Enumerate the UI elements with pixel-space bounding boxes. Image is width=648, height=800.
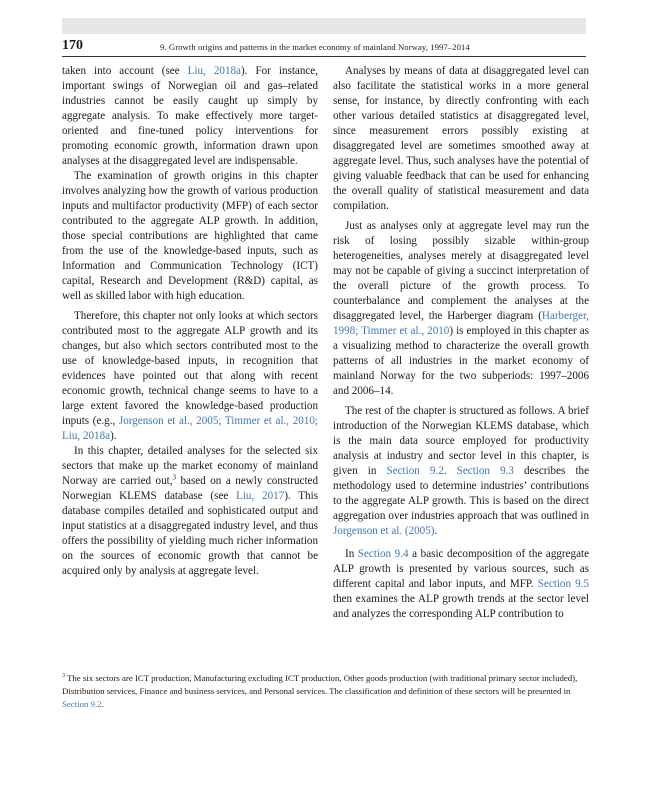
- paragraph: The examination of growth origins in this chapter involves analyzing how the growth of various production inputs and multifactor productivity (MFP) of each sector contributed to the aggregate ALP growth. In addition, those special contributions are highlighted that came from the use of the knowledge-based inputs, such as Information and Communication Technology (ICT) capital, Research and Development (R&D) capital, as well as skilled labor with high education.: [62, 170, 318, 302]
- running-title: 9. Growth origins and patterns in the market economy of mainland Norway, 1997–2014: [160, 42, 470, 52]
- header-bar: [62, 18, 586, 34]
- footnote-marker[interactable]: 3: [172, 473, 176, 482]
- paragraph: Just as analyses only at aggregate level may run the risk of losing possibly sizable within-group heterogeneities, analyses merely at disaggregated level may not be capable of giving a succinct interpretation of the overall picture of the growth process. To counterbalance and complement the analyses at the disaggregated level, the Harberger diagram (Harberger, 1998; Timmer et al., 2010) is employed in this chapter as a visualizing method to characterize the overall growth patterns of all industries in the market economy of mainland Norway for the two subperiods: 1997–2006 and 2006–14.: [333, 220, 589, 397]
- footnote-number: 3: [62, 673, 65, 680]
- section-link[interactable]: Section 9.5: [537, 578, 589, 590]
- left-column: [62, 64, 318, 579]
- header-rule: [62, 56, 586, 57]
- paragraph: In Section 9.4 a basic decomposition of the aggregate ALP growth is presented by various sources, such as different capital and labor inputs, and MFP. Section 9.5 then examines the ALP growth trends at the sector level and analyzes the corresponding ALP contribution to: [333, 548, 590, 620]
- citation-link[interactable]: Liu, 2017: [236, 490, 285, 502]
- section-link[interactable]: Section 9.2: [386, 465, 444, 477]
- section-link[interactable]: Section 9.4: [357, 548, 409, 560]
- citation-link[interactable]: Jorgenson et al. (2005): [333, 525, 435, 537]
- paragraph: Therefore, this chapter not only looks at which sectors contributed most to the aggregate ALP growth and its changes, but also which sectors contributed most to the use of knowledge-based inputs, in recognition that evidences have pointed out that along with recent economic growth, technical change seems to have to a large extent favored the knowledge-based production inputs (e.g., Jorgenson et al., 2005; Timmer et al., 2010; Liu, 2018a).: [62, 310, 318, 442]
- paragraph: The rest of the chapter is structured as follows. A brief introduction of the Norwegian KLEMS database, which is the main data source employed for productivity analysis at industry and sector level in this chapter, is given in Section 9.2. Section 9.3 describes the methodology used to determine industries’ contributions to the aggregate ALP growth. This is based on the direct aggregation over industries approach that was outlined in Jorgenson et al. (2005).: [333, 405, 589, 537]
- page-number: 170: [62, 38, 83, 53]
- right-column: [333, 64, 589, 622]
- paragraph: Analyses by means of data at disaggregated level can also facilitate the statistical works in a more general sense, for instance, by directly confronting with each other various detailed statistics at disaggregated level, since measurement errors possibly existing at disaggregated level are sometimes smoothed away at aggregate level. Thus, such analyses have the potential of giving valuable feedback that can be used for enhancing the overall quality of statistical measurement and data compilation.: [333, 65, 589, 212]
- section-link[interactable]: Section 9.2: [62, 699, 102, 709]
- citation-link[interactable]: Harberger, 1998; Timmer et al., 2010: [333, 310, 589, 337]
- page-header: [62, 38, 586, 56]
- section-link[interactable]: Section 9.3: [456, 465, 514, 477]
- citation-link[interactable]: Jorgenson et al., 2005; Timmer et al., 2010; Liu, 2018a: [62, 415, 318, 442]
- citation-link[interactable]: Liu, 2018a: [187, 65, 241, 77]
- footnote: $^3$ The six sectors are ICT production, Manufacturing excluding ICT production, Other goods production (with traditional primary sector included), Distribution services, Finance and business services, and Personal services. The classification and definition of these sectors will be presented in Section 9.2.: [62, 673, 578, 709]
- paragraph: taken into account (see Liu, 2018a). For instance, important swings of Norwegian oil and gas–related industries cannot be easily caught up simply by aggregate analysis. To make effectively more target-oriented and fine-tuned policy interventions for promoting economic growth, information drawn upon analyses at the disaggregated level are indispensable.: [62, 65, 318, 167]
- paragraph: In this chapter, detailed analyses for the selected six sectors that make up the market economy of mainland Norway are carried out,$^3$ based on a newly constructed Norwegian KLEMS database (see Liu, 2017). This database compiles detailed and sophisticated output and input statistics at a disaggregated industry level, and thus offers the possibility of yielding much richer information on the sources of economic growth that cannot be acquired only by analysis at aggregate level.: [62, 445, 319, 577]
